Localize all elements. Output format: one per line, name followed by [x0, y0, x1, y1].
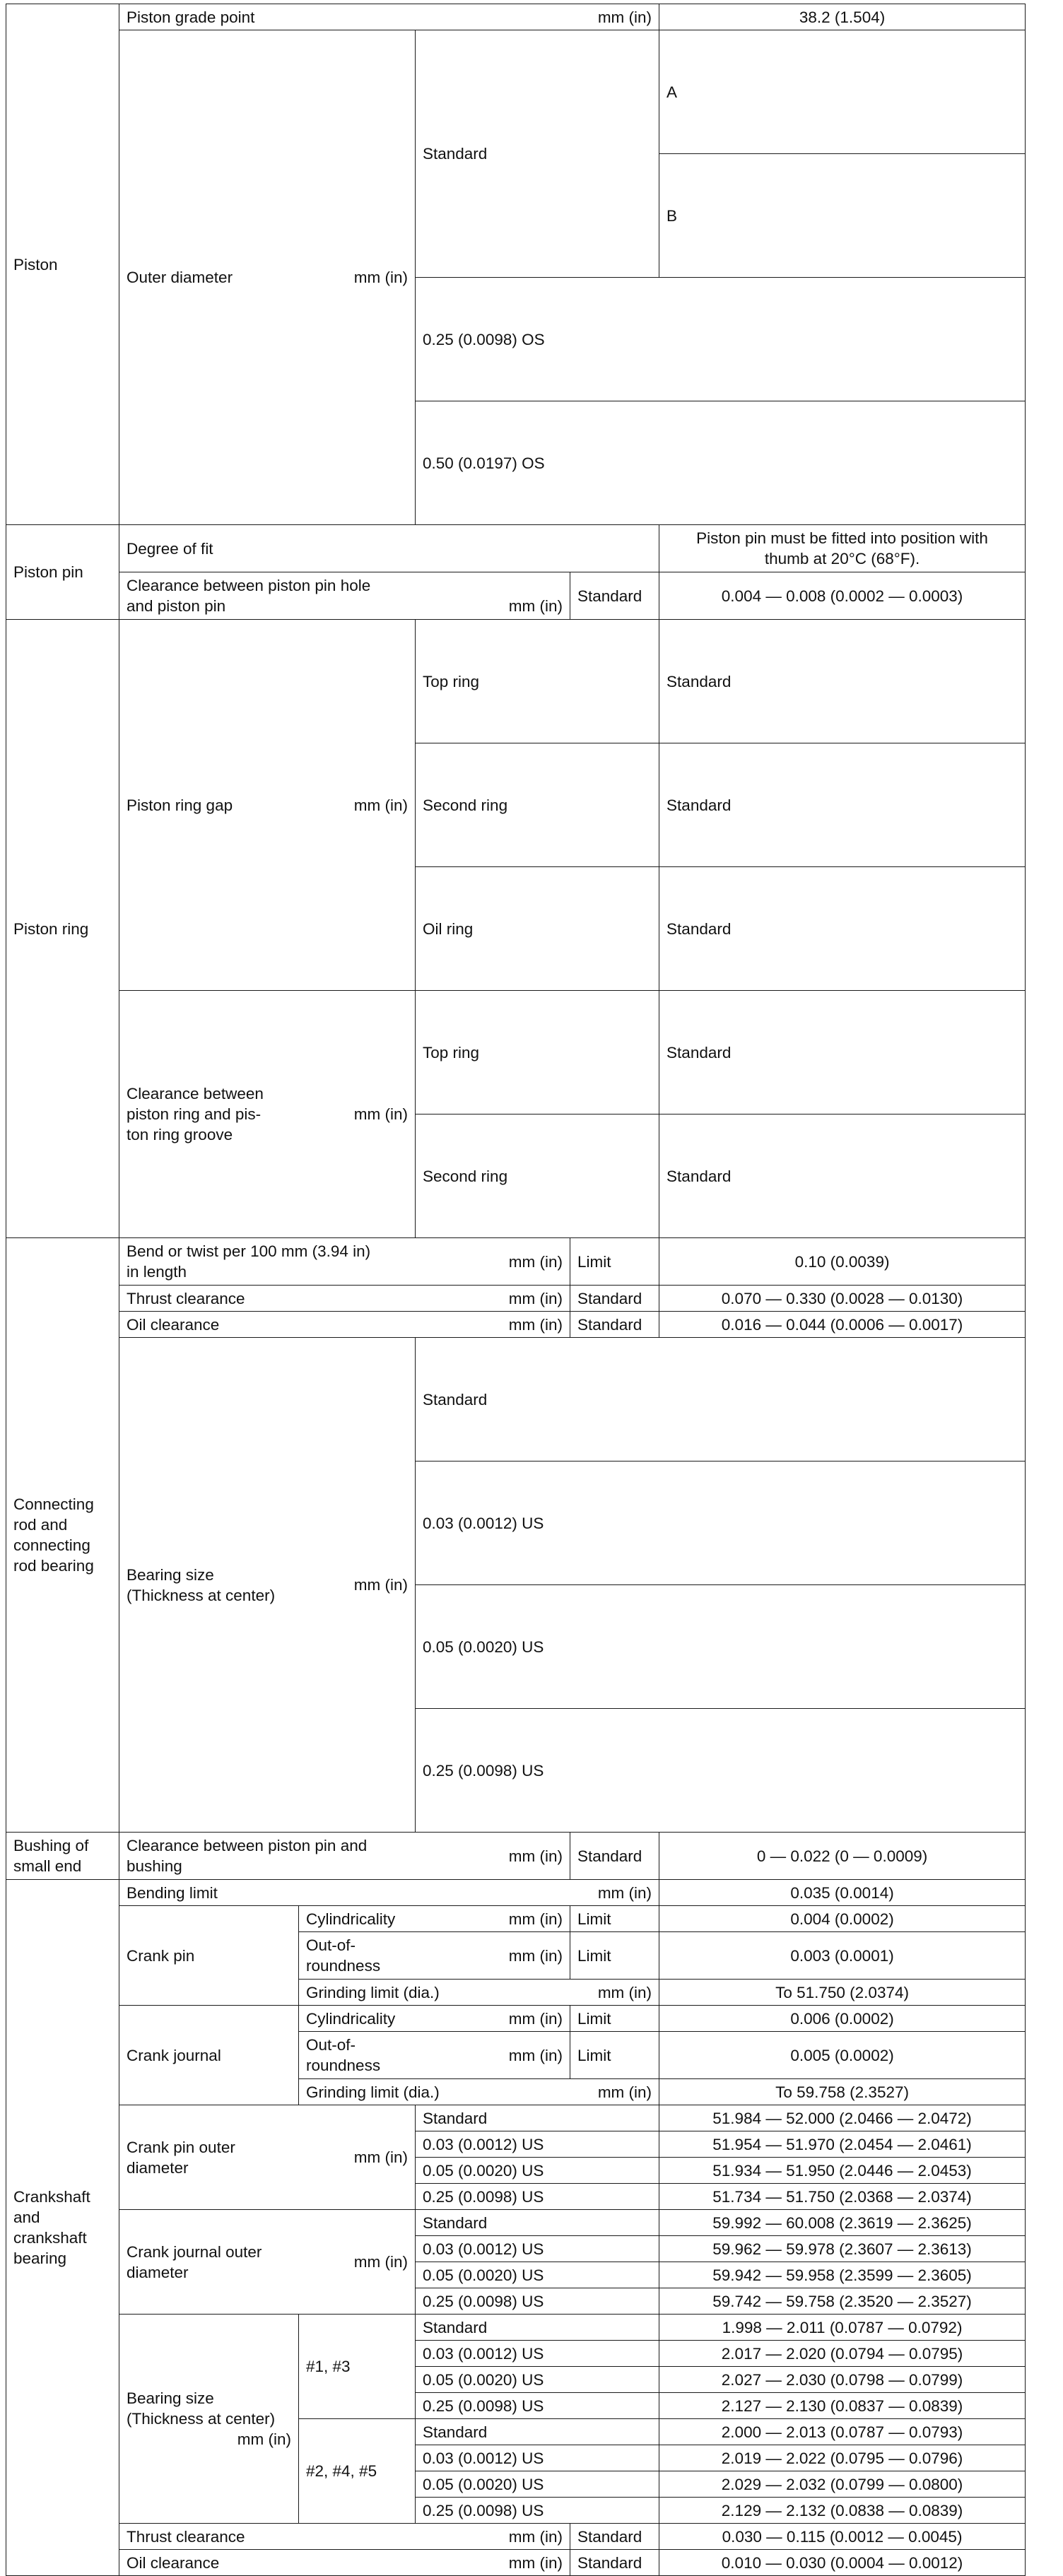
- condition-label: Standard: [570, 1312, 659, 1338]
- condition-label: 0.05 (0.0020) US: [416, 2471, 659, 2498]
- spec-value: 1.998 — 2.011 (0.0787 — 0.0792): [659, 2315, 1026, 2341]
- spec-label: Bend or twist per 100 mm (3.94 in) in length mm (in): [119, 1238, 570, 1286]
- table-row: [6, 1238, 1026, 1286]
- group-piston: Piston: [6, 4, 119, 525]
- spec-value: 2.017 — 2.020 (0.0794 — 0.0795): [659, 2341, 1026, 2367]
- condition-label: Limit: [570, 1932, 659, 1980]
- table-row: [6, 1312, 1026, 1338]
- condition-label: 0.03 (0.0012) US: [416, 2131, 659, 2158]
- table-row: [6, 1286, 1026, 1312]
- spec-value: 51.934 — 51.950 (2.0446 — 2.0453): [659, 2158, 1026, 2184]
- bearing-position: #1, #3: [299, 2315, 416, 2419]
- spec-value: 0.006 (0.0002): [659, 2006, 1026, 2032]
- condition-label: Standard: [659, 620, 1026, 743]
- spec-label: Outer diameter mm (in): [119, 30, 416, 525]
- condition-label: Standard: [416, 1338, 1026, 1462]
- condition-label: 0.05 (0.0020) US: [416, 2262, 659, 2288]
- spec-value: To 59.758 (2.3527): [659, 2079, 1026, 2105]
- condition-label: Standard: [570, 572, 659, 620]
- condition-label: 0.03 (0.0012) US: [416, 1462, 1026, 1585]
- spec-value: 0.016 — 0.044 (0.0006 — 0.0017): [659, 1312, 1026, 1338]
- table-row: [6, 1338, 1026, 1462]
- spec-value: 0.004 — 0.008 (0.0002 — 0.0003): [659, 572, 1026, 620]
- table-row: [6, 2006, 1026, 2032]
- table-row: [6, 620, 1026, 743]
- condition-label: Standard: [570, 2524, 659, 2550]
- spec-label: Crank pin outer diameter mm (in): [119, 2105, 416, 2210]
- spec-value: 0 — 0.022 (0 — 0.0009): [659, 1833, 1026, 1880]
- table-row: [6, 1880, 1026, 1906]
- condition-label: Standard: [416, 2419, 659, 2445]
- group-bushing: Bushing of small end: [6, 1833, 119, 1880]
- condition-label: Second ring: [416, 743, 659, 867]
- condition-label: Limit: [570, 2006, 659, 2032]
- table-row: [6, 1833, 1026, 1880]
- table-row: [6, 525, 1026, 572]
- spec-value: 2.000 — 2.013 (0.0787 — 0.0793): [659, 2419, 1026, 2445]
- group-piston-ring: Piston ring: [6, 620, 119, 1238]
- condition-label: Standard: [659, 1114, 1026, 1238]
- condition-label: Standard: [659, 991, 1026, 1114]
- condition-label: Standard: [659, 743, 1026, 867]
- table-row: [6, 30, 1026, 154]
- spec-label: Piston ring gap mm (in): [119, 620, 416, 991]
- fit-line-1: Piston pin must be fitted into position with: [696, 529, 988, 547]
- condition-label: 0.05 (0.0020) US: [416, 2158, 659, 2184]
- condition-label: 0.03 (0.0012) US: [416, 2341, 659, 2367]
- spec-label: Thrust clearance mm (in): [119, 1286, 570, 1312]
- condition-label: B: [659, 154, 1026, 278]
- sub-label: Out-of- roundness mm (in): [299, 2032, 570, 2079]
- condition-label: 0.05 (0.0020) US: [416, 1585, 1026, 1709]
- bearing-position: #2, #4, #5: [299, 2419, 416, 2524]
- spec-label: Clearance between piston pin hole and piston pin mm (in): [119, 572, 570, 620]
- condition-label: Top ring: [416, 991, 659, 1114]
- table-row: [6, 4, 1026, 30]
- condition-label: Standard: [416, 2315, 659, 2341]
- sub-label: Grinding limit (dia.) mm (in): [299, 1980, 659, 2006]
- condition-label: 0.25 (0.0098) OS: [416, 278, 1026, 401]
- condition-label: Standard: [416, 30, 659, 278]
- condition-label: 0.03 (0.0012) US: [416, 2236, 659, 2262]
- spec-label: Bending limit mm (in): [119, 1880, 659, 1906]
- engine-spec-table: [6, 4, 1026, 2576]
- table-row: [6, 2550, 1026, 2576]
- condition-label: 0.25 (0.0098) US: [416, 1709, 1026, 1833]
- condition-label: 0.03 (0.0012) US: [416, 2445, 659, 2471]
- condition-label: Limit: [570, 2032, 659, 2079]
- group-piston-pin: Piston pin: [6, 525, 119, 620]
- spec-value: 59.942 — 59.958 (2.3599 — 2.3605): [659, 2262, 1026, 2288]
- condition-label: Limit: [570, 1238, 659, 1286]
- spec-label: Piston grade point mm (in): [119, 4, 659, 30]
- spec-value: 2.029 — 2.032 (0.0799 — 0.0800): [659, 2471, 1026, 2498]
- spec-label: Bearing size (Thickness at center) mm (in): [119, 2315, 299, 2524]
- spec-label: Oil clearance mm (in): [119, 1312, 570, 1338]
- spec-value: 59.992 — 60.008 (2.3619 — 2.3625): [659, 2210, 1026, 2236]
- condition-label: 0.25 (0.0098) US: [416, 2498, 659, 2524]
- spec-value: 0.004 (0.0002): [659, 1906, 1026, 1932]
- spec-value: [659, 525, 1026, 572]
- spec-value: 0.035 (0.0014): [659, 1880, 1026, 1906]
- spec-value: 0.010 — 0.030 (0.0004 — 0.0012): [659, 2550, 1026, 2576]
- table-row: [6, 991, 1026, 1114]
- condition-label: Second ring: [416, 1114, 659, 1238]
- condition-label: Standard: [570, 2550, 659, 2576]
- spec-value: 0.070 — 0.330 (0.0028 — 0.0130): [659, 1286, 1026, 1312]
- spec-value: 0.030 — 0.115 (0.0012 — 0.0045): [659, 2524, 1026, 2550]
- table-row: [6, 2315, 1026, 2341]
- spec-value: 2.027 — 2.030 (0.0798 — 0.0799): [659, 2367, 1026, 2393]
- condition-label: 0.50 (0.0197) OS: [416, 401, 1026, 525]
- condition-label: Oil ring: [416, 867, 659, 991]
- table-row: [6, 572, 1026, 620]
- condition-label: Top ring: [416, 620, 659, 743]
- spec-value: 51.734 — 51.750 (2.0368 — 2.0374): [659, 2184, 1026, 2210]
- spec-label: Thrust clearance mm (in): [119, 2524, 570, 2550]
- group-connecting-rod: Connecting rod and connecting rod bearing: [6, 1238, 119, 1833]
- condition-label: Standard: [416, 2210, 659, 2236]
- table-row: [6, 2524, 1026, 2550]
- spec-label: Crank journal: [119, 2006, 299, 2105]
- spec-value: 59.962 — 59.978 (2.3607 — 2.3613): [659, 2236, 1026, 2262]
- spec-value: 2.129 — 2.132 (0.0838 — 0.0839): [659, 2498, 1026, 2524]
- condition-label: Standard: [570, 1833, 659, 1880]
- spec-value: 0.10 (0.0039): [659, 1238, 1026, 1286]
- spec-label: Clearance between piston ring and pis- ton ring groove mm (in): [119, 991, 416, 1238]
- spec-value: 0.005 (0.0002): [659, 2032, 1026, 2079]
- table-row: [6, 2210, 1026, 2236]
- spec-label: Crank pin: [119, 1906, 299, 2006]
- spec-value: 2.019 — 2.022 (0.0795 — 0.0796): [659, 2445, 1026, 2471]
- condition-label: 0.25 (0.0098) US: [416, 2184, 659, 2210]
- spec-label: Clearance between piston pin and bushing mm (in): [119, 1833, 570, 1880]
- condition-label: A: [659, 30, 1026, 154]
- spec-value: 51.984 — 52.000 (2.0466 — 2.0472): [659, 2105, 1026, 2131]
- group-crankshaft: Crankshaft and crankshaft bearing: [6, 1880, 119, 2576]
- sub-label: Cylindricality mm (in): [299, 1906, 570, 1932]
- spec-value: To 51.750 (2.0374): [659, 1980, 1026, 2006]
- spec-label: Degree of fit: [119, 525, 659, 572]
- table-row: [6, 1906, 1026, 1932]
- condition-label: 0.25 (0.0098) US: [416, 2393, 659, 2419]
- spec-value: 59.742 — 59.758 (2.3520 — 2.3527): [659, 2288, 1026, 2315]
- spec-value: 51.954 — 51.970 (2.0454 — 2.0461): [659, 2131, 1026, 2158]
- sub-label: Cylindricality mm (in): [299, 2006, 570, 2032]
- spec-label: Bearing size (Thickness at center) mm (in): [119, 1338, 416, 1833]
- spec-label: Crank journal outer diameter mm (in): [119, 2210, 416, 2315]
- condition-label: 0.05 (0.0020) US: [416, 2367, 659, 2393]
- spec-label: Oil clearance mm (in): [119, 2550, 570, 2576]
- sub-label: Grinding limit (dia.) mm (in): [299, 2079, 659, 2105]
- spec-value: 38.2 (1.504): [659, 4, 1026, 30]
- table-row: [6, 2105, 1026, 2131]
- condition-label: Limit: [570, 1906, 659, 1932]
- condition-label: 0.25 (0.0098) US: [416, 2288, 659, 2315]
- condition-label: Standard: [416, 2105, 659, 2131]
- fit-line-2: thumb at 20°C (68°F).: [764, 550, 920, 567]
- spec-value: 0.003 (0.0001): [659, 1932, 1026, 1980]
- condition-label: Standard: [570, 1286, 659, 1312]
- condition-label: Standard: [659, 867, 1026, 991]
- sub-label: Out-of- roundness mm (in): [299, 1932, 570, 1980]
- spec-value: 2.127 — 2.130 (0.0837 — 0.0839): [659, 2393, 1026, 2419]
